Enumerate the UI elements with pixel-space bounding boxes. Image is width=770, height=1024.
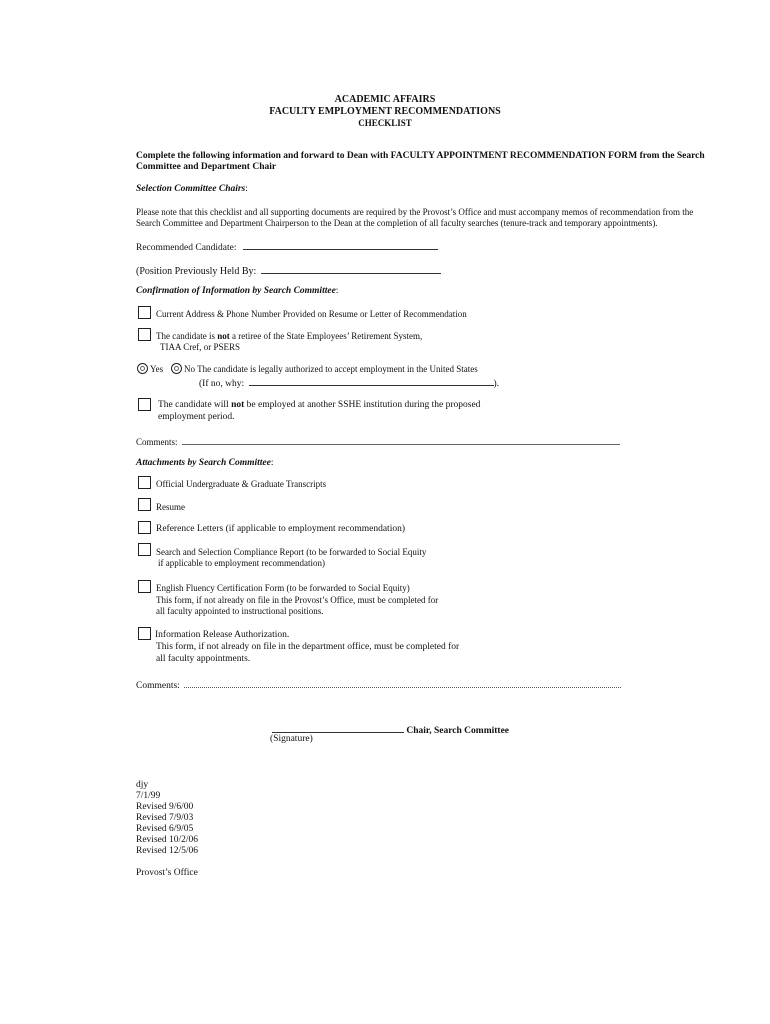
if-no-end: ). [493, 379, 500, 389]
header-line-3: CHECKLIST [358, 118, 412, 128]
sshe-label-not: not [231, 400, 245, 410]
attachments-heading [136, 458, 274, 468]
signature-title: Chair, Search Committee [406, 726, 510, 736]
header-line-1: ACADEMIC AFFAIRS [334, 94, 436, 105]
retiree-label-not: not [217, 331, 230, 341]
retiree-label-post: a retiree of the State Employees’ Retirement System, [229, 331, 423, 341]
resume-checkbox[interactable] [138, 498, 151, 511]
address-phone-label: Current Address & Phone Number Provided on Resume or Letter of Recommendation [156, 309, 467, 319]
footer-date-6: Revised 12/5/06 [136, 846, 199, 856]
english-fluency-label-line-2: This form, if not already on file in the Provost’s Office, must be completed for [156, 595, 439, 605]
compliance-report-label: Search and Selection Compliance Report (to be forwarded to Social Equity [156, 547, 427, 557]
selection-heading-text: Selection Committee Chairs [136, 184, 246, 194]
instructions-line-2: Committee and Department Chair [136, 162, 277, 172]
sshe-label [158, 400, 480, 410]
sshe-label-line-2: employment period. [158, 412, 235, 422]
release-authorization-checkbox[interactable] [138, 627, 151, 640]
footer-date-4: Revised 6/9/05 [136, 824, 194, 834]
signature-caption: (Signature) [270, 734, 313, 744]
footer-initials: djy [136, 780, 149, 790]
compliance-report-checkbox[interactable] [138, 543, 151, 556]
reference-letters-checkbox[interactable] [138, 521, 151, 534]
footer-office: Provost’s Office [136, 868, 198, 878]
retiree-checkbox[interactable] [138, 328, 151, 341]
sshe-checkbox[interactable] [138, 398, 151, 411]
release-authorization-label: Information Release Authorization. [155, 630, 290, 640]
recommended-candidate-label: Recommended Candidate: [136, 243, 237, 253]
attachments-comments-row [136, 678, 621, 691]
attachments-heading-colon: : [270, 458, 274, 468]
english-fluency-label-line-3: all faculty appointed to instructional positions. [156, 606, 324, 616]
if-no-label: (If no, why: [199, 379, 245, 389]
signature-line[interactable] [272, 723, 404, 733]
resume-label: Resume [156, 502, 185, 512]
retiree-label-line-2: TIAA Cref, or PSERS [160, 342, 241, 352]
compliance-report-label-line-2: if applicable to employment recommendation) [158, 558, 325, 568]
footer-date-1: 7/1/99 [136, 791, 161, 801]
english-fluency-label: English Fluency Certification Form (to be forwarded to Social Equity) [156, 583, 410, 593]
if-no-field[interactable] [249, 376, 494, 386]
attachments-comments-label: Comments: [136, 681, 180, 691]
confirmation-comments-label: Comments: [136, 437, 178, 447]
transcripts-checkbox[interactable] [138, 476, 151, 489]
confirmation-heading-text: Confirmation of Information by Search Committee [136, 286, 336, 296]
selection-note-line-1: Please note that this checklist and all supporting documents are required by the Provost’s Office and must accompany memos of recommendation from the [136, 207, 694, 217]
reference-letters-label: Reference Letters (if applicable to employment recommendation) [156, 524, 406, 534]
selection-heading-colon: : [245, 184, 248, 194]
yes-radio[interactable] [137, 363, 148, 374]
footer-date-3: Revised 7/9/03 [136, 813, 194, 823]
transcripts-label: Official Undergraduate & Graduate Transcripts [156, 479, 327, 489]
selection-heading [136, 184, 248, 194]
position-row [136, 264, 441, 277]
retiree-label [156, 331, 422, 341]
selection-note-line-2: Search Committee and Department Chairperson to the Dean at the completion of all faculty searches (tenure-track and temporary appointments). [136, 218, 658, 228]
recommended-candidate-field[interactable] [243, 240, 438, 250]
attachments-heading-text: Attachments by Search Committee [136, 458, 271, 468]
english-fluency-checkbox[interactable] [138, 580, 151, 593]
release-authorization-label-line-3: all faculty appointments. [156, 654, 251, 664]
confirmation-heading-colon: : [335, 286, 339, 296]
confirmation-comments-field[interactable] [182, 435, 620, 445]
yes-label: Yes [150, 364, 164, 374]
position-field[interactable] [261, 264, 441, 274]
no-label: No The candidate is legally authorized to accept employment in the United States [184, 364, 478, 374]
confirmation-heading [136, 286, 338, 296]
if-no-row [199, 376, 499, 389]
attachments-comments-field[interactable] [184, 678, 621, 688]
release-authorization-label-line-2: This form, if not already on file in the department office, must be completed for [156, 642, 460, 652]
header-line-2: FACULTY EMPLOYMENT RECOMMENDATIONS [269, 106, 501, 117]
retiree-label-pre: The candidate is [156, 331, 218, 341]
footer-date-2: Revised 9/6/00 [136, 802, 194, 812]
address-phone-checkbox[interactable] [138, 306, 151, 319]
footer-date-5: Revised 10/2/06 [136, 835, 199, 845]
position-label: (Position Previously Held By: [136, 266, 257, 277]
sshe-label-post: be employed at another SSHE institution during the proposed [244, 400, 481, 410]
recommended-candidate-row [136, 240, 438, 253]
instructions-line-1: Complete the following information and forward to Dean with FACULTY APPOINTMENT RECOMMENDATION FORM from the Search [136, 151, 705, 161]
sshe-label-pre: The candidate will [158, 400, 232, 410]
no-radio[interactable] [171, 363, 182, 374]
confirmation-comments-row [136, 435, 620, 447]
